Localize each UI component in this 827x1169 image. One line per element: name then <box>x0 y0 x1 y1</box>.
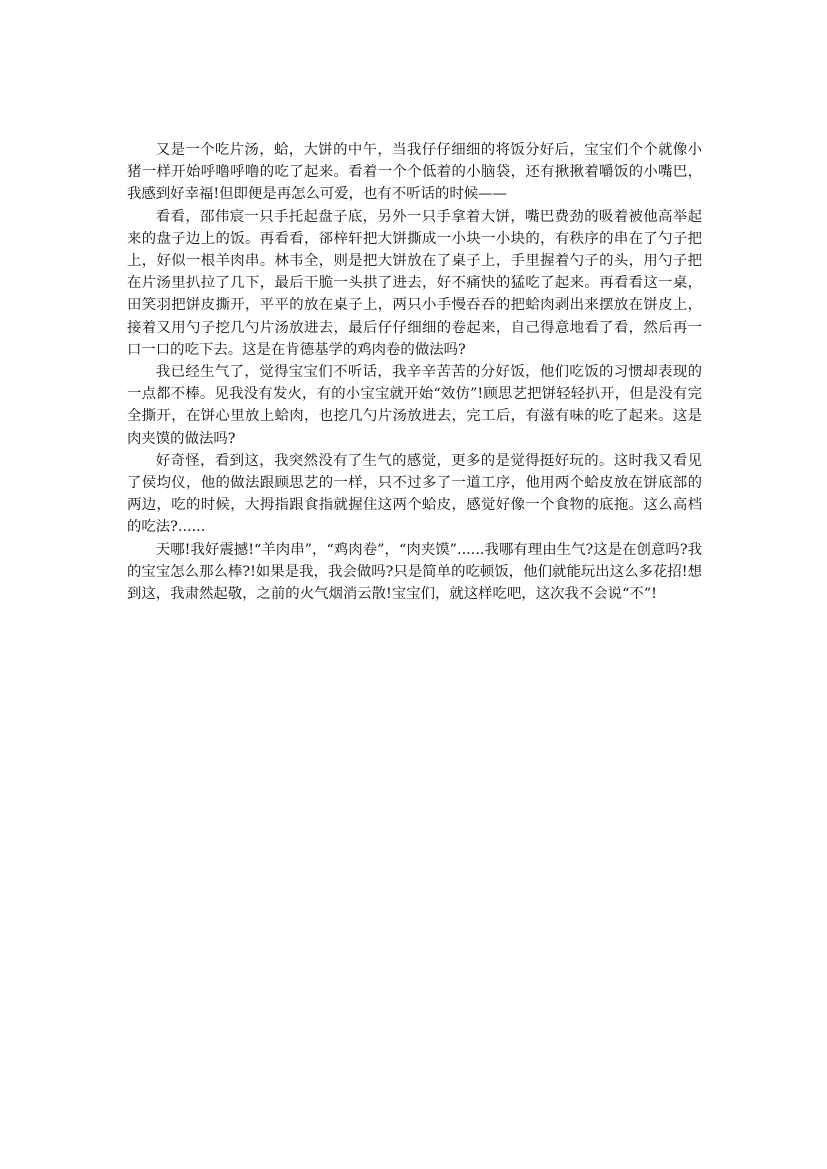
paragraph-5: 天哪!我好震撼!“羊肉串”，“鸡肉卷”，“肉夹馍”......我哪有理由生气?这是在创意吗?我的宝宝怎么那么棒?!如果是我，我会做吗?只是简单的吃顿饭，他们就能玩出这么多花招!想到这，我肃然起敬，之前的火气烟消云散!宝宝们，就这样吃吧，这次我不会说“不”! <box>127 541 702 603</box>
article-body <box>127 139 702 605</box>
paragraph-4: 好奇怪，看到这，我突然没有了生气的感觉，更多的是觉得挺好玩的。这时我又看见了侯均仪，他的做法跟顾思艺的一样，只不过多了一道工序，他用两个蛤皮放在饼底部的两边，吃的时候，大拇指跟食指就握住这两个蛤皮，感觉好像一个食物的底拖。这么高档的吃法?...... <box>127 452 702 536</box>
paragraph-3: 我已经生气了，觉得宝宝们不听话，我辛辛苦苦的分好饭，他们吃饭的习惯却表现的一点都不棒。见我没有发火，有的小宝宝就开始“效仿”!顾思艺把饼轻轻扒开，但是没有完全撕开，在饼心里放上蛤肉，也挖几勺片汤放进去，完工后，有滋有味的吃了起来。这是肉夹馍的做法吗? <box>127 364 702 447</box>
paragraph-1: 又是一个吃片汤，蛤，大饼的中午，当我仔仔细细的将饭分好后，宝宝们个个就像小猪一样开始呼噜呼噜的吃了起来。看着一个个低着的小脑袋，还有揪揪着嚼饭的小嘴巴，我感到好幸福!但即便是再怎么可爱，也有不听话的时候—— <box>127 142 702 203</box>
paragraph-2: 看看，邵伟宸一只手托起盘子底，另外一只手拿着大饼，嘴巴费劲的吸着被他高举起来的盘子边上的饭。再看看，郤梓轩把大饼撕成一小块一小块的，有秩序的串在了勺子把上，好似一根羊肉串。林韦全，则是把大饼放在了桌子上，手里握着勺子的头，用勺子把在片汤里扒拉了几下，最后干脆一头拱了进去，好不痛快的猛吃了起来。再看看这一桌，田笑羽把饼皮撕开，平平的放在桌子上，两只小手慢吞吞的把蛤肉剥出来摆放在饼皮上，接着又用勺子挖几勺片汤放进去，最后仔仔细细的卷起来，自己得意地看了看，然后再一口一口的吃下去。这是在肯德基学的鸡肉卷的做法吗? <box>127 208 702 358</box>
